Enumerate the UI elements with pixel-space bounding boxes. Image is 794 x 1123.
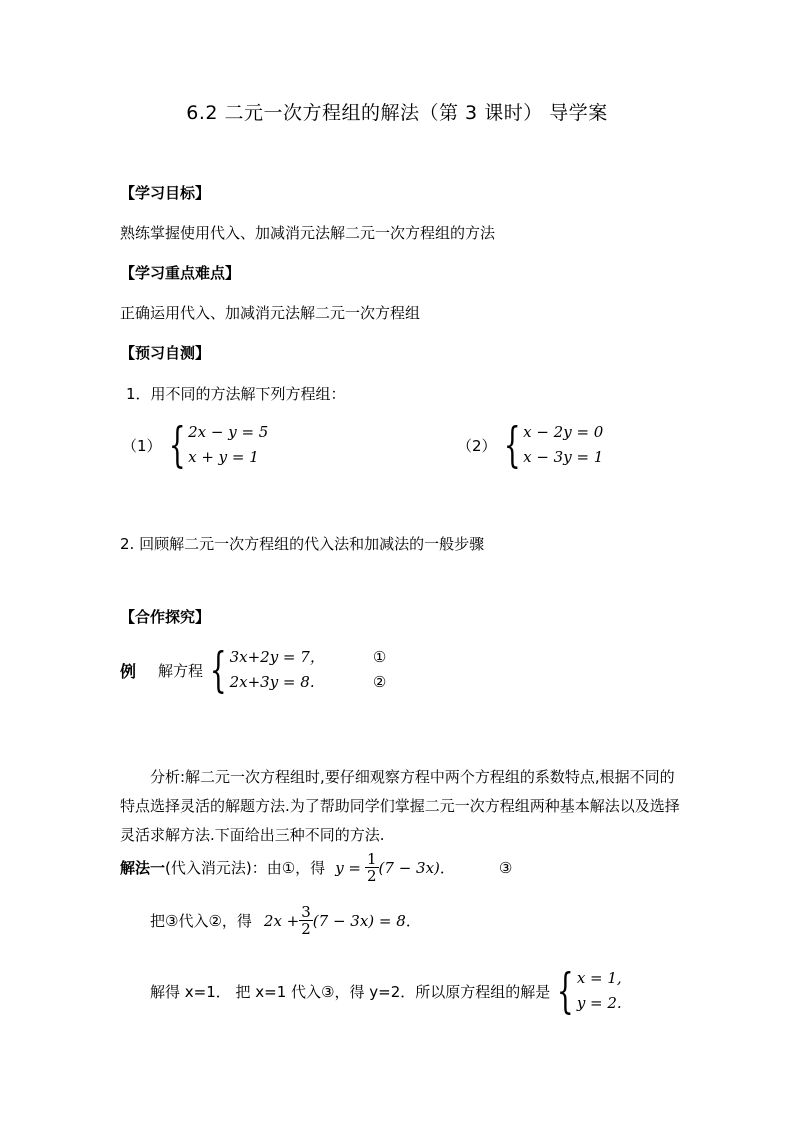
method1-eq-rhs: (7 − 3x)	[378, 858, 440, 877]
analysis-paragraph: 分析:解二元一次方程组时,要仔细观察方程中两个方程组的系数特点,根据不同的特点选择灵活的解题方法.为了帮助同学们掌握二元一次方程组两种基本解法以及选择灵活求解方法.下面给出三种不同的方法.	[120, 768, 680, 844]
system-2	[457, 417, 604, 473]
method1-step2	[150, 904, 421, 937]
mark-1: ①	[372, 648, 387, 666]
system-2-eq1: x − 2y = 0	[523, 423, 604, 441]
example-eq1: 3x+2y = 7，	[229, 648, 325, 666]
step2-rhs: (7 − 3x) = 8	[312, 911, 406, 930]
step2-fraction	[299, 904, 313, 937]
example-marks	[373, 645, 386, 695]
system-1-label: （1）	[122, 436, 162, 455]
goal-text: 熟练掌握使用代入、加减消元法解二元一次方程组的方法	[120, 224, 496, 242]
key-text: 正确运用代入、加减消元法解二元一次方程组	[120, 304, 421, 322]
system-2-eq2: x − 3y = 1	[523, 448, 604, 466]
brace-icon: {	[168, 417, 186, 473]
example-eq2: 2x+3y = 8.	[229, 673, 315, 691]
method1-heading-rest: (代入消元法)	[165, 859, 252, 877]
system-1-eq1: 2x − y = 5	[188, 423, 269, 441]
example	[120, 642, 387, 698]
system-1-equations	[188, 420, 268, 470]
system-2-equations	[523, 420, 603, 470]
step2-end: ．	[405, 912, 421, 930]
example-prompt: 解方程	[158, 661, 204, 680]
key-heading: 【学习重点难点】	[120, 264, 241, 282]
solution-y: y = 2.	[576, 994, 622, 1012]
method1-end: ．	[439, 859, 455, 877]
fraction-denominator: 2	[301, 920, 311, 938]
preview-question-1: 1．用不同的方法解下列方程组：	[126, 385, 346, 403]
preview-heading: 【预习自测】	[120, 344, 211, 362]
fraction-numerator: 1	[367, 850, 377, 868]
solution-equations	[577, 966, 622, 1016]
system-1-eq2: x + y = 1	[188, 448, 259, 466]
brace-icon: {	[209, 642, 227, 698]
method1-fraction	[365, 851, 379, 884]
method1-lead: ：由①，得	[251, 859, 326, 877]
page-title: 6.2 二元一次方程组的解法（第 3 课时） 导学案	[186, 102, 608, 124]
system-1	[122, 417, 269, 473]
brace-icon: {	[503, 417, 521, 473]
system-2-label: （2）	[457, 436, 497, 455]
mark-2: ②	[372, 673, 387, 691]
example-label: 例	[120, 661, 137, 681]
method1-line1	[120, 851, 512, 884]
coop-heading: 【合作探究】	[120, 608, 211, 626]
preview-question-2: 2. 回顾解二元一次方程组的代入法和加减法的一般步骤	[120, 535, 485, 553]
step2-lead: 把③代入②，得	[150, 912, 252, 930]
goal-heading: 【学习目标】	[120, 184, 211, 202]
mark-3: ③	[498, 858, 513, 877]
method1-heading: 解法一	[120, 859, 166, 877]
brace-icon: {	[557, 963, 574, 1019]
solution-x: x = 1,	[576, 969, 622, 987]
method1-eq-lhs: y =	[335, 858, 361, 877]
step3-text: 解得 x=1． 把 x=1 代入③，得 y=2．所以原方程组的解是	[150, 982, 551, 1001]
example-equations	[230, 645, 325, 695]
fraction-numerator: 3	[301, 903, 311, 921]
method1-step3	[150, 963, 622, 1019]
step2-lhs: 2x +	[263, 911, 300, 930]
fraction-denominator: 2	[367, 867, 377, 885]
